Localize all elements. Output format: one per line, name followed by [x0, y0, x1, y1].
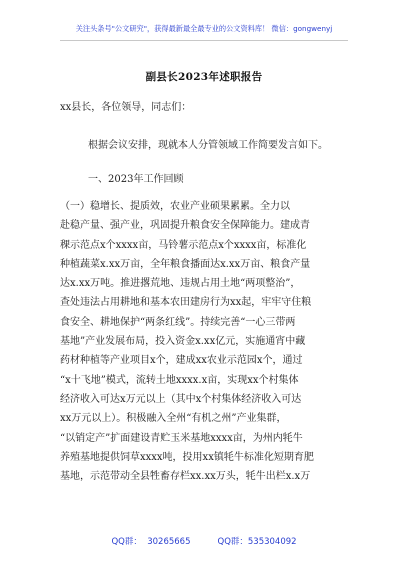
header-divider	[60, 40, 348, 41]
body-line: 药材种植等产业项目x个，建成xx农业示范园x个，通过	[60, 355, 303, 367]
section-heading: 一、2023年工作回顾	[88, 174, 184, 185]
header-banner: 关注头条号"公文研究"，获得最新最全最专业的公文资料库！ 微信：gongwenyj	[75, 24, 333, 33]
document-title: 副县长2023年述职报告	[145, 71, 263, 83]
body-line: 养殖基地提供饲草xxxx吨，投用xx镇牦牛标准化短期育肥	[60, 451, 314, 463]
body-paragraph	[60, 197, 352, 486]
body-line: 基地，示范带动全县牲畜存栏xx.xx万头，牦牛出栏x.x万	[60, 471, 311, 483]
body-line: 达x.xx万吨。推进撂荒地、违规占用土地“两项整治”，	[60, 278, 301, 290]
body-line: 种植蔬菜x.xx万亩，全年粮食播面达x.xx万亩、粮食产量	[60, 258, 311, 270]
salutation: xx县长，各位领导，同志们：	[60, 102, 192, 113]
body-line: 稞示范点x个xxxx亩，马铃薯示范点x个xxxx亩，标准化	[60, 239, 307, 251]
body-line: “以销定产”扩面建设青贮玉米基地xxxx亩，为州内牦牛	[60, 432, 303, 444]
body-line: “x十飞地”模式，流转土地xxxx.x亩，实现xx个村集体	[60, 374, 299, 386]
body-line: 查处违法占用耕地和基本农田建房行为xx起，牢牢守住粮	[60, 297, 312, 309]
body-line: 食安全、耕地保护“两条红线”。持续完善“一心三带两	[60, 316, 296, 328]
body-line: 经济收入可达x万元以上（其中x个村集体经济收入可达	[60, 393, 302, 405]
footer-contact: QQ群： 30265665 QQ群：535304092	[111, 537, 297, 547]
body-line: 赴稳产量、强产业，巩固提升粮食安全保障能力。建成青	[60, 220, 310, 232]
body-line: xx万元以上）。积极融入全州“有机之州”产业集群，	[60, 413, 287, 425]
body-line: 基地”产业发展布局，投入资金x.xx亿元，实施通宵中藏	[60, 336, 306, 348]
body-line: （一）稳增长、提质效，农业产业硕果累累。全力以	[60, 201, 290, 212]
intro-paragraph: 根据会议安排，现就本人分管领域工作简要发言如下。	[88, 140, 328, 151]
